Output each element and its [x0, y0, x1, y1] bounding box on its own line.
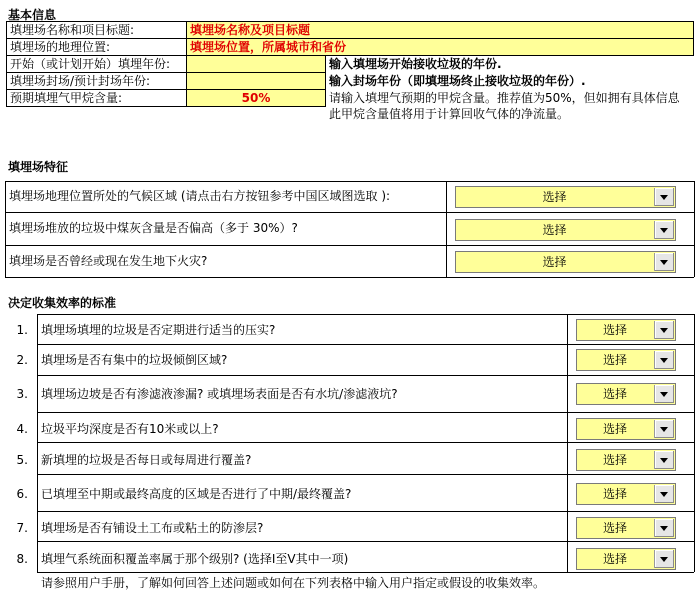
- criteria-select-label: 选择: [602, 353, 627, 367]
- chevron-down-icon[interactable]: [654, 385, 674, 403]
- label-closure-year: 填埋场封场/预计封场年份:: [6, 72, 187, 90]
- criteria-select-label: 选择: [602, 387, 627, 401]
- input-location[interactable]: 填埋场位置，所属城市和省份: [186, 38, 694, 56]
- label-location: 填埋场的地理位置:: [6, 38, 187, 56]
- criteria-select-5[interactable]: [576, 449, 676, 471]
- criteria-select-6[interactable]: [576, 483, 676, 505]
- chevron-down-icon[interactable]: [654, 351, 674, 369]
- input-closure-year[interactable]: [186, 72, 326, 90]
- criteria-select-label: 选择: [602, 487, 627, 501]
- criteria-select-3[interactable]: [576, 383, 676, 405]
- chevron-down-icon[interactable]: [654, 451, 674, 469]
- feature-coal-ash-select-label: 选择: [542, 223, 567, 237]
- features-heading: 填埋场特征: [8, 160, 69, 174]
- criteria-select-8[interactable]: [576, 548, 676, 570]
- criteria-heading: 决定收集效率的标准: [8, 296, 117, 310]
- criteria-select-4[interactable]: [576, 418, 676, 440]
- note-start-year: 输入填埋场开始接收垃圾的年份.: [329, 57, 502, 71]
- criteria-question: 填埋场是否有集中的垃圾倾倒区域?: [41, 353, 228, 367]
- criteria-footer-note: 请参照用户手册，了解如何回答上述问题或如何在下列表格中输入用户指定或假设的收集效率。: [41, 576, 546, 590]
- chevron-down-icon[interactable]: [654, 420, 674, 438]
- criteria-select-label: 选择: [602, 422, 627, 436]
- criteria-select-2[interactable]: [576, 349, 676, 371]
- chevron-down-icon[interactable]: [654, 550, 674, 568]
- criteria-question: 填埋场边坡是否有渗滤液渗漏? 或填埋场表面是否有水坑/渗滤液坑?: [41, 387, 398, 401]
- feature-coal-ash-select[interactable]: [455, 219, 676, 241]
- input-project-title[interactable]: 填埋场名称及项目标题: [186, 21, 694, 39]
- criteria-question: 填埋气系统面积覆盖率属于那个级别? (选择I至V其中一项): [41, 552, 349, 566]
- chevron-down-icon[interactable]: [654, 485, 674, 503]
- criteria-select-label: 选择: [602, 323, 627, 337]
- criteria-select-7[interactable]: [576, 517, 676, 539]
- criteria-question: 填埋场填埋的垃圾是否定期进行适当的压实?: [41, 323, 276, 337]
- label-start-year: 开始（或计划开始）填埋年份:: [6, 55, 187, 73]
- criteria-select-1[interactable]: [576, 319, 676, 341]
- criteria-number: 4.: [16, 422, 28, 436]
- feature-climate-question: 填埋场地理位置所处的气候区域 (请点击右方按钮参考中国区域图选取 ):: [9, 189, 391, 203]
- note-methane-extra: 此甲烷含量值将用于计算回收气体的净流量。: [329, 107, 570, 121]
- criteria-number: 7.: [16, 521, 28, 535]
- criteria-select-label: 选择: [602, 521, 627, 535]
- feature-coal-ash-question: 填埋场堆放的垃圾中煤灰含量是否偏高（多于 30%）?: [9, 221, 298, 235]
- label-methane-content: 预期填埋气甲烷含量:: [6, 89, 187, 107]
- feature-fire-question: 填埋场是否曾经或现在发生地下火灾?: [9, 254, 208, 268]
- feature-climate-select-label: 选择: [542, 190, 567, 204]
- criteria-number: 1.: [16, 323, 28, 337]
- chevron-down-icon[interactable]: [654, 253, 674, 271]
- feature-fire-select[interactable]: [455, 251, 676, 273]
- criteria-number: 5.: [16, 453, 28, 467]
- criteria-question: 新填埋的垃圾是否每日或每周进行覆盖?: [41, 453, 252, 467]
- criteria-number: 2.: [16, 353, 28, 367]
- criteria-number: 8.: [16, 552, 28, 566]
- criteria-question: 填埋场是否有铺设土工布或粘土的防渗层?: [41, 521, 264, 535]
- criteria-select-label: 选择: [602, 453, 627, 467]
- input-start-year[interactable]: [186, 55, 326, 73]
- note-methane-content: 请输入填埋气预期的甲烷含量。推荐值为50%，但如拥有具体信息: [329, 91, 680, 105]
- chevron-down-icon[interactable]: [654, 188, 674, 206]
- note-closure-year: 输入封场年份（即填埋场终止接收垃圾的年份）.: [329, 74, 586, 88]
- criteria-select-label: 选择: [602, 552, 627, 566]
- chevron-down-icon[interactable]: [654, 321, 674, 339]
- feature-fire-select-label: 选择: [542, 255, 567, 269]
- feature-climate-select[interactable]: [455, 186, 676, 208]
- criteria-question: 垃圾平均深度是否有10米或以上?: [41, 422, 219, 436]
- criteria-number: 3.: [16, 387, 28, 401]
- chevron-down-icon[interactable]: [654, 519, 674, 537]
- chevron-down-icon[interactable]: [654, 221, 674, 239]
- basic-info-heading: 基本信息: [8, 8, 57, 22]
- label-project-title: 填埋场名称和项目标题:: [6, 21, 187, 39]
- input-methane-content[interactable]: 50%: [186, 89, 326, 107]
- criteria-question: 已填埋至中期或最终高度的区域是否进行了中期/最终覆盖?: [41, 487, 352, 501]
- criteria-number: 6.: [16, 487, 28, 501]
